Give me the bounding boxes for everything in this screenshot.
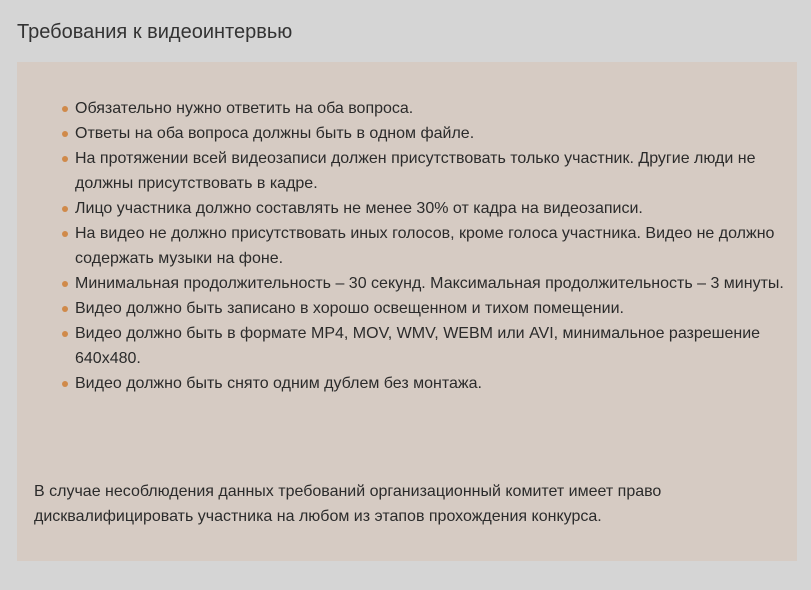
bullet-icon [62, 106, 68, 112]
bullet-icon [62, 206, 68, 212]
list-item [75, 196, 797, 221]
list-item [75, 221, 797, 271]
list-item-text: На протяжении всей видеозаписи должен присутствовать только участник. Другие люди не должны присутствовать в кадре. [75, 150, 756, 192]
list-item [75, 96, 797, 121]
list-item-text: На видео не должно присутствовать иных голосов, кроме голоса участника. Видео не должно содержать музыки на фоне. [75, 225, 775, 267]
list-item-text: Минимальная продолжительность – 30 секунд. Максимальная продолжительность – 3 минуты. [75, 275, 784, 292]
list-item [75, 371, 797, 396]
list-item [75, 321, 797, 371]
list-item-text: Видео должно быть снято одним дублем без монтажа. [75, 375, 482, 392]
list-item [75, 146, 797, 196]
bullet-icon [62, 131, 68, 137]
bullet-icon [62, 306, 68, 312]
bullet-icon [62, 381, 68, 387]
bullet-icon [62, 281, 68, 287]
list-item-text: Видео должно быть в формате MP4, MOV, WMV, WEBM или AVI, минимальное разрешение 640x480. [75, 325, 761, 367]
list-item-text: Лицо участника должно составлять не менее 30% от кадра на видеозаписи. [75, 200, 643, 217]
requirements-list [17, 96, 797, 396]
bullet-icon [62, 231, 68, 237]
page-title: Требования к видеоинтервью [17, 21, 293, 43]
bullet-icon [62, 331, 68, 337]
requirements-panel [17, 62, 797, 561]
list-item [75, 121, 797, 146]
list-item-text: Ответы на оба вопроса должны быть в одном файле. [75, 125, 475, 142]
list-item-text: Видео должно быть записано в хорошо освещенном и тихом помещении. [75, 300, 624, 317]
list-item-text: Обязательно нужно ответить на оба вопроса. [75, 100, 414, 117]
list-item [75, 296, 797, 321]
disqualification-note: В случае несоблюдения данных требований организационный комитет имеет право дисквалифицировать участника на любом из этапов прохождения конкурса. [34, 483, 662, 525]
list-item [75, 271, 797, 296]
bullet-icon [62, 156, 68, 162]
